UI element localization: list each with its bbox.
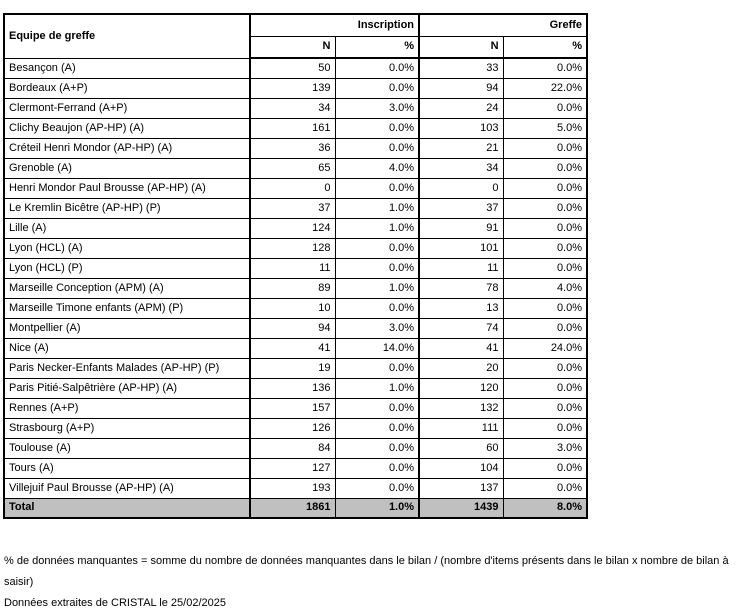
inscription-n-cell: 157 (250, 398, 335, 418)
greffe-n-cell: 60 (419, 438, 503, 458)
team-name-cell: Toulouse (A) (4, 438, 250, 458)
inscription-pct-cell: 1.0% (335, 278, 419, 298)
sub-header-greffe-pct: % (503, 36, 587, 58)
team-name-cell: Grenoble (A) (4, 158, 250, 178)
inscription-n-cell: 36 (250, 138, 335, 158)
greffe-pct-cell: 0.0% (503, 398, 587, 418)
total-label-cell: Total (4, 498, 250, 518)
table-row (4, 398, 587, 418)
table-row (4, 318, 587, 338)
greffe-pct-cell: 0.0% (503, 418, 587, 438)
inscription-pct-cell: 3.0% (335, 318, 419, 338)
greffe-pct-cell: 0.0% (503, 138, 587, 158)
total-greffe-pct-cell: 8.0% (503, 498, 587, 518)
inscription-pct-cell: 0.0% (335, 178, 419, 198)
greffe-n-cell: 101 (419, 238, 503, 258)
inscription-pct-cell: 3.0% (335, 98, 419, 118)
sub-header-inscription-n: N (250, 36, 335, 58)
greffe-n-cell: 13 (419, 298, 503, 318)
inscription-n-cell: 34 (250, 98, 335, 118)
sub-header-inscription-pct: % (335, 36, 419, 58)
inscription-pct-cell: 0.0% (335, 58, 419, 78)
inscription-n-cell: 128 (250, 238, 335, 258)
team-name-cell: Lille (A) (4, 218, 250, 238)
greffe-n-cell: 33 (419, 58, 503, 78)
team-name-cell: Villejuif Paul Brousse (AP-HP) (A) (4, 478, 250, 498)
inscription-pct-cell: 0.0% (335, 258, 419, 278)
greffe-pct-cell: 4.0% (503, 278, 587, 298)
greffe-pct-cell: 22.0% (503, 78, 587, 98)
team-name-cell: Clermont-Ferrand (A+P) (4, 98, 250, 118)
inscription-pct-cell: 0.0% (335, 78, 419, 98)
inscription-pct-cell: 1.0% (335, 378, 419, 398)
table-row (4, 98, 587, 118)
table-row (4, 258, 587, 278)
table-row (4, 158, 587, 178)
greffe-n-cell: 11 (419, 258, 503, 278)
team-name-cell: Rennes (A+P) (4, 398, 250, 418)
inscription-pct-cell: 0.0% (335, 118, 419, 138)
team-name-cell: Henri Mondor Paul Brousse (AP-HP) (A) (4, 178, 250, 198)
inscription-n-cell: 193 (250, 478, 335, 498)
greffe-pct-cell: 0.0% (503, 298, 587, 318)
greffe-pct-cell: 0.0% (503, 178, 587, 198)
greffe-pct-cell: 0.0% (503, 378, 587, 398)
inscription-n-cell: 50 (250, 58, 335, 78)
table-row (4, 298, 587, 318)
greffe-n-cell: 104 (419, 458, 503, 478)
table-row (4, 378, 587, 398)
inscription-pct-cell: 0.0% (335, 398, 419, 418)
team-name-cell: Lyon (HCL) (A) (4, 238, 250, 258)
team-name-cell: Bordeaux (A+P) (4, 78, 250, 98)
inscription-pct-cell: 0.0% (335, 438, 419, 458)
table-row (4, 358, 587, 378)
group-header-inscription: Inscription (250, 14, 419, 36)
greffe-n-cell: 24 (419, 98, 503, 118)
greffe-pct-cell: 0.0% (503, 318, 587, 338)
sub-header-greffe-n: N (419, 36, 503, 58)
team-name-cell: Nice (A) (4, 338, 250, 358)
greffe-pct-cell: 0.0% (503, 358, 587, 378)
inscription-n-cell: 11 (250, 258, 335, 278)
inscription-pct-cell: 0.0% (335, 418, 419, 438)
inscription-n-cell: 37 (250, 198, 335, 218)
greffe-n-cell: 34 (419, 158, 503, 178)
greffe-n-cell: 21 (419, 138, 503, 158)
table-row (4, 478, 587, 498)
inscription-pct-cell: 0.0% (335, 458, 419, 478)
inscription-n-cell: 161 (250, 118, 335, 138)
team-name-cell: Montpellier (A) (4, 318, 250, 338)
table-row (4, 118, 587, 138)
table-row (4, 438, 587, 458)
inscription-pct-cell: 0.0% (335, 138, 419, 158)
inscription-pct-cell: 1.0% (335, 198, 419, 218)
inscription-pct-cell: 0.0% (335, 238, 419, 258)
greffe-n-cell: 103 (419, 118, 503, 138)
team-name-cell: Créteil Henri Mondor (AP-HP) (A) (4, 138, 250, 158)
total-inscription-n-cell: 1861 (250, 498, 335, 518)
greffe-pct-cell: 0.0% (503, 258, 587, 278)
inscription-pct-cell: 0.0% (335, 478, 419, 498)
group-header-row (4, 14, 587, 36)
team-name-cell: Paris Pitié-Salpêtrière (AP-HP) (A) (4, 378, 250, 398)
table-row (4, 338, 587, 358)
inscription-n-cell: 136 (250, 378, 335, 398)
inscription-n-cell: 65 (250, 158, 335, 178)
greffe-pct-cell: 0.0% (503, 218, 587, 238)
table-row (4, 198, 587, 218)
table-row (4, 218, 587, 238)
greffe-pct-cell: 0.0% (503, 238, 587, 258)
group-header-greffe: Greffe (419, 14, 587, 36)
table-row (4, 458, 587, 478)
inscription-pct-cell: 0.0% (335, 298, 419, 318)
inscription-pct-cell: 1.0% (335, 218, 419, 238)
inscription-pct-cell: 0.0% (335, 358, 419, 378)
team-name-cell: Lyon (HCL) (P) (4, 258, 250, 278)
table-row (4, 418, 587, 438)
greffe-n-cell: 20 (419, 358, 503, 378)
table-row (4, 178, 587, 198)
greffe-n-cell: 0 (419, 178, 503, 198)
total-inscription-pct-cell: 1.0% (335, 498, 419, 518)
table-body (4, 58, 587, 498)
inscription-n-cell: 0 (250, 178, 335, 198)
greffe-pct-cell: 3.0% (503, 438, 587, 458)
team-name-cell: Tours (A) (4, 458, 250, 478)
team-name-cell: Clichy Beaujon (AP-HP) (A) (4, 118, 250, 138)
team-name-cell: Le Kremlin Bicêtre (AP-HP) (P) (4, 198, 250, 218)
footnote-missing-data-definition: % de données manquantes = somme du nombre de données manquantes dans le bilan / (nombre d'items présents dans le bilan x nombre de bilan à saisir) (4, 555, 729, 588)
greffe-n-cell: 132 (419, 398, 503, 418)
greffe-pct-cell: 24.0% (503, 338, 587, 358)
inscription-pct-cell: 4.0% (335, 158, 419, 178)
footnotes (4, 551, 749, 614)
inscription-n-cell: 10 (250, 298, 335, 318)
inscription-n-cell: 126 (250, 418, 335, 438)
greffe-n-cell: 74 (419, 318, 503, 338)
inscription-n-cell: 84 (250, 438, 335, 458)
inscription-n-cell: 94 (250, 318, 335, 338)
table-row (4, 78, 587, 98)
greffe-n-cell: 94 (419, 78, 503, 98)
team-name-cell: Strasbourg (A+P) (4, 418, 250, 438)
corner-header-equipe-de-greffe: Equipe de greffe (4, 14, 250, 58)
greffe-pct-cell: 0.0% (503, 58, 587, 78)
team-name-cell: Paris Necker-Enfants Malades (AP-HP) (P) (4, 358, 250, 378)
greffe-pct-cell: 0.0% (503, 198, 587, 218)
total-greffe-n-cell: 1439 (419, 498, 503, 518)
inscription-n-cell: 41 (250, 338, 335, 358)
inscription-n-cell: 124 (250, 218, 335, 238)
greffe-n-cell: 111 (419, 418, 503, 438)
greffe-data-table (3, 13, 588, 519)
inscription-n-cell: 127 (250, 458, 335, 478)
table-row (4, 238, 587, 258)
greffe-n-cell: 41 (419, 338, 503, 358)
greffe-n-cell: 137 (419, 478, 503, 498)
table-row (4, 278, 587, 298)
team-name-cell: Besançon (A) (4, 58, 250, 78)
total-row (4, 498, 587, 518)
greffe-n-cell: 91 (419, 218, 503, 238)
inscription-pct-cell: 14.0% (335, 338, 419, 358)
report-page (0, 13, 750, 609)
greffe-n-cell: 37 (419, 198, 503, 218)
greffe-pct-cell: 0.0% (503, 98, 587, 118)
greffe-pct-cell: 5.0% (503, 118, 587, 138)
table-row (4, 138, 587, 158)
table-row (4, 58, 587, 78)
inscription-n-cell: 89 (250, 278, 335, 298)
inscription-n-cell: 19 (250, 358, 335, 378)
greffe-n-cell: 78 (419, 278, 503, 298)
greffe-pct-cell: 0.0% (503, 478, 587, 498)
team-name-cell: Marseille Conception (APM) (A) (4, 278, 250, 298)
greffe-pct-cell: 0.0% (503, 458, 587, 478)
greffe-n-cell: 120 (419, 378, 503, 398)
footnote-data-source: Données extraites de CRISTAL le 25/02/2025 (4, 597, 226, 609)
team-name-cell: Marseille Timone enfants (APM) (P) (4, 298, 250, 318)
inscription-n-cell: 139 (250, 78, 335, 98)
greffe-pct-cell: 0.0% (503, 158, 587, 178)
